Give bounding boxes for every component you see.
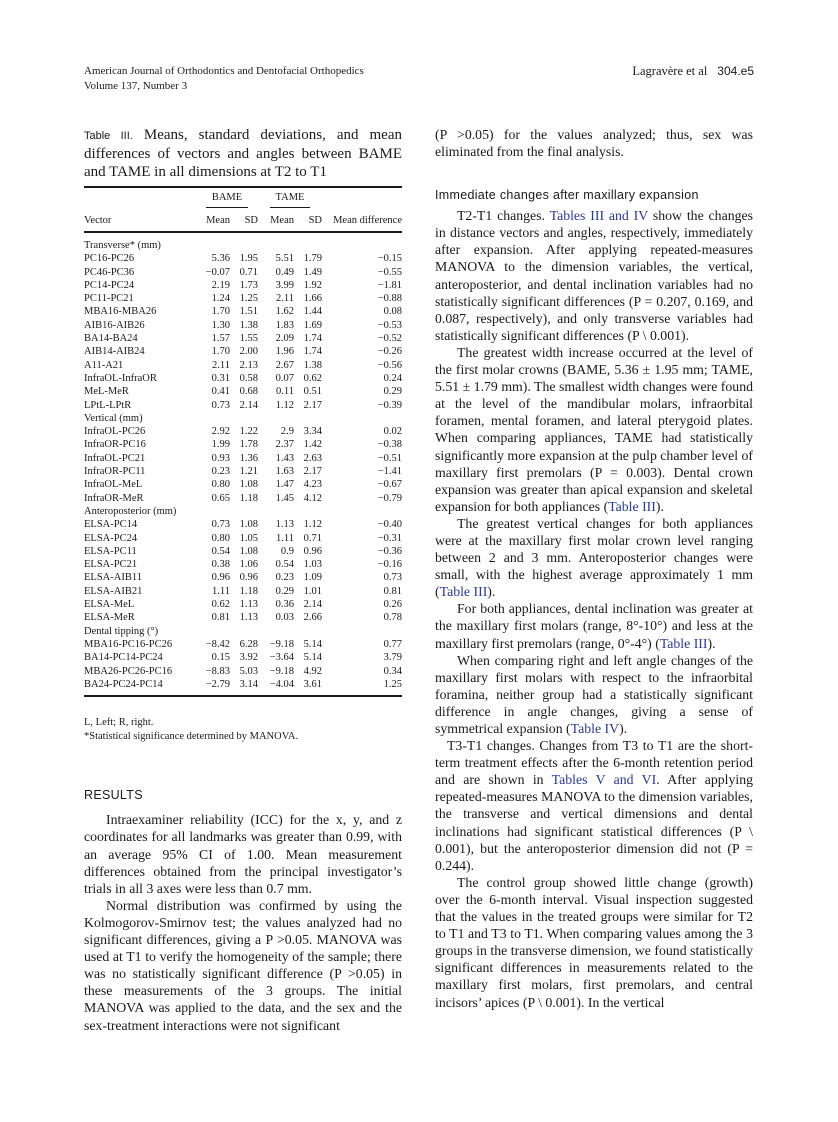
mean-difference: −0.52 — [377, 333, 402, 345]
table-row — [84, 359, 402, 372]
vector-name: PC16-PC26 — [84, 253, 135, 265]
table-row — [84, 292, 402, 305]
bame-sd: 5.03 — [239, 665, 258, 677]
mean-difference: 0.24 — [383, 372, 402, 384]
table-row — [84, 372, 402, 385]
tame-sd: 1.69 — [303, 319, 322, 331]
paragraph-dental-inclination: For both appliances, dental inclination was greater at the maxillary first molars (range, 8°-10°) and less at the maxillary first premolars (range, 0°-4°) (Table III). — [435, 601, 753, 651]
bame-mean: 0.96 — [211, 572, 230, 584]
table-notes — [84, 716, 402, 744]
mean-difference: 0.73 — [383, 572, 402, 584]
vector-name: ELSA-PC24 — [84, 532, 138, 544]
section-title: Dental tipping (°) — [84, 625, 159, 637]
table-row — [84, 492, 402, 505]
mean-difference: −0.40 — [377, 519, 402, 531]
paragraph-t3-t1: T3-T1 changes. Changes from T3 to T1 are the short-term treatment effects after the 6-month retention period and are shown in Tables V and VI. After applying repeated-measures MANOVA to the dimension variables, the transverse and vertical dimensions and dental inclinations had significant statistical differences (P \ 0.001), but the anteroposterior dimension did not (P = 0.244). — [435, 738, 754, 873]
bame-mean: 1.70 — [211, 306, 230, 318]
mean-difference: 0.81 — [383, 585, 402, 597]
table-note-abbrev: L, Left; R, right. — [84, 717, 154, 729]
bame-mean: 0.93 — [211, 452, 230, 464]
table-row — [84, 305, 402, 318]
bame-sd: 1.13 — [239, 599, 258, 611]
bame-mean: 1.30 — [211, 319, 230, 331]
tame-sd: 0.62 — [303, 372, 322, 384]
bame-sd: 1.05 — [239, 532, 258, 544]
vector-name: InfraOL-InfraOR — [84, 372, 157, 384]
tame-mean: 3.99 — [275, 279, 294, 291]
bame-mean: 2.19 — [211, 279, 230, 291]
tame-mean: 0.07 — [275, 372, 294, 384]
vector-name: MBA16-MBA26 — [84, 306, 157, 318]
bame-sd: 0.68 — [239, 386, 258, 398]
tame-sd: 0.51 — [303, 386, 322, 398]
vector-name: InfraOL-MeL — [84, 479, 143, 491]
bame-mean: 1.11 — [212, 585, 230, 597]
results-heading: RESULTS — [84, 788, 143, 803]
bame-mean: 0.80 — [211, 479, 230, 491]
tame-mean: 2.09 — [275, 333, 294, 345]
tame-sd: 1.03 — [303, 559, 322, 571]
vector-name: MBA26-PC26-PC16 — [84, 665, 173, 677]
runin-t3-t1: T3-T1 changes. — [447, 738, 535, 754]
bame-sd: 6.28 — [239, 638, 258, 650]
table-row — [84, 478, 402, 491]
tame-sd: 1.12 — [303, 519, 322, 531]
bame-sd: 1.51 — [239, 306, 258, 318]
bame-sd: 3.14 — [239, 678, 258, 690]
running-header-journal — [84, 64, 364, 94]
tame-mean: −4.04 — [269, 678, 294, 690]
table-row — [84, 558, 402, 571]
vector-name: AIB14-AIB24 — [84, 346, 145, 358]
tame-mean: −3.64 — [269, 652, 294, 664]
mean-difference: 0.34 — [383, 665, 402, 677]
table-row — [84, 438, 402, 451]
link-tables-v-vi[interactable]: Tables V and VI — [551, 772, 657, 788]
tame-mean: 1.47 — [275, 479, 294, 491]
table-row — [84, 678, 402, 696]
table-row — [84, 651, 402, 664]
vector-name: InfraOR-MeR — [84, 492, 144, 504]
table-row — [84, 465, 402, 478]
tame-sd: 1.09 — [303, 572, 322, 584]
tame-sd: 0.71 — [303, 532, 322, 544]
vector-name: ELSA-PC11 — [84, 545, 137, 557]
tame-sd: 1.66 — [303, 293, 322, 305]
table-row — [84, 345, 402, 358]
tame-mean: 0.29 — [275, 585, 294, 597]
right-column — [435, 126, 753, 1011]
bame-sd: 2.00 — [239, 346, 258, 358]
tame-mean: 0.36 — [275, 599, 294, 611]
bame-sd: 1.18 — [239, 492, 258, 504]
col-header-tame-sd: SD — [294, 209, 322, 232]
vector-name: InfraOL-PC21 — [84, 452, 146, 464]
mean-difference: 3.79 — [383, 652, 402, 664]
vector-name: ELSA-PC21 — [84, 559, 138, 571]
bame-sd: 1.21 — [239, 466, 258, 478]
paragraph-t2-t1: T2-T1 changes. Tables III and IV show the changes in distance vectors and angles, respectively, immediately after expansion. After applying repeated-measures MANOVA to the dimension variables, the vertical, anteroposterior, and dental inclination variables had no statistically significant differences (P = 0.207, 0.169, and 0.087, respectively), and only transverse variables had statistically significant differences (P \ 0.001). — [435, 208, 753, 343]
section-title: Anteroposterior (mm) — [84, 505, 177, 517]
bame-mean: 0.23 — [211, 466, 230, 478]
mean-difference: −0.38 — [377, 439, 402, 451]
bame-sd: 1.13 — [239, 612, 258, 624]
tame-sd: 1.49 — [303, 266, 322, 278]
tame-mean: 1.13 — [275, 519, 294, 531]
table-row — [84, 425, 402, 438]
paragraph-vertical-changes: The greatest vertical changes for both appliances were at the maxillary first molar crown level ranging between 2 and 3 mm. Anteroposterior changes were small, with the highest average approximately 1 mm (Table III). — [435, 515, 753, 600]
table-body — [84, 232, 402, 696]
table-section-header — [84, 625, 402, 638]
mean-difference: 0.08 — [383, 306, 402, 318]
tame-mean: 2.37 — [275, 439, 294, 451]
bame-sd: 2.14 — [239, 399, 258, 411]
mean-difference: −0.16 — [377, 559, 402, 571]
paragraph-control-group: The control group showed little change (growth) over the 6-month interval. Visual inspection suggested that the values in the treated groups were similar for T2 to T1 and T3 to T1. When comparing values among the 3 groups in the transverse dimension, we found statistically significant differences in measurements related to the maxillary first molars, first premolars, and central incisors’ apices (P \ 0.001). In the vertical — [435, 874, 753, 1010]
data-table — [84, 186, 402, 710]
results-paragraph-2: Normal distribution was confirmed by using the Kolmogorov-Smirnov test; the values analyzed had no significant differences, giving a P >0.05. MANOVA was used at T1 to verify the homogeneity of the sample; there was no statistically significant difference (P >0.05) in these measurements of the 3 groups. The initial MANOVA was applied to the data, and the sex and the sex-treatment interactions were not significant — [84, 897, 402, 1033]
mean-difference: −0.51 — [377, 452, 402, 464]
vector-name: BA24-PC24-PC14 — [84, 678, 163, 690]
tame-sd: 4.92 — [303, 665, 322, 677]
tame-mean: 1.63 — [275, 466, 294, 478]
col-header-mean-difference: Mean difference — [322, 209, 402, 232]
mean-difference: 0.77 — [383, 638, 402, 650]
bame-sd: 1.38 — [239, 319, 258, 331]
tame-sd: 1.74 — [303, 346, 322, 358]
table-row — [84, 279, 402, 292]
vector-name: InfraOL-PC26 — [84, 426, 146, 438]
bame-sd: 1.18 — [239, 585, 258, 597]
vector-name: PC11-PC21 — [84, 293, 134, 305]
tame-mean: 0.54 — [275, 559, 294, 571]
table-row — [84, 266, 402, 279]
bame-sd: 2.13 — [239, 359, 258, 371]
journal-title: American Journal of Orthodontics and Dentofacial Orthopedics — [84, 65, 364, 77]
mean-difference: −1.81 — [377, 279, 402, 291]
bame-sd: 1.08 — [239, 479, 258, 491]
table-row — [84, 399, 402, 412]
tame-mean: 1.12 — [275, 399, 294, 411]
tame-sd: 5.14 — [303, 652, 322, 664]
bame-mean: 0.31 — [211, 372, 230, 384]
bame-sd: 1.78 — [239, 439, 258, 451]
bame-mean: 0.80 — [211, 532, 230, 544]
bame-mean: 2.11 — [212, 359, 230, 371]
tame-sd: 3.61 — [303, 678, 322, 690]
vector-name: PC46-PC36 — [84, 266, 135, 278]
bame-mean: 1.24 — [211, 293, 230, 305]
mean-difference: 0.26 — [383, 599, 402, 611]
vector-name: ELSA-MeL — [84, 599, 135, 611]
link-tables-iii-iv[interactable]: Tables III and IV — [549, 208, 648, 224]
vector-name: MBA16-PC16-PC26 — [84, 638, 173, 650]
table-row — [84, 332, 402, 345]
tame-mean: −9.18 — [269, 638, 294, 650]
left-column — [84, 126, 402, 1034]
tame-sd: 1.44 — [303, 306, 322, 318]
table-section-header — [84, 505, 402, 518]
mean-difference: −0.88 — [377, 293, 402, 305]
bame-mean: 0.62 — [211, 599, 230, 611]
tame-sd: 2.17 — [303, 399, 322, 411]
table-row — [84, 611, 402, 624]
table-row — [84, 452, 402, 465]
tame-sd: 1.79 — [303, 253, 322, 265]
mean-difference: 0.78 — [383, 612, 402, 624]
mean-difference: −0.55 — [377, 266, 402, 278]
link-table-iv[interactable]: Table IV — [570, 721, 620, 736]
bame-sd: 0.58 — [239, 372, 258, 384]
bame-sd: 1.73 — [239, 279, 258, 291]
tame-mean: 1.83 — [275, 319, 294, 331]
table-row — [84, 571, 402, 584]
vector-name: BA14-PC14-PC24 — [84, 652, 163, 664]
tame-sd: 1.92 — [303, 279, 322, 291]
tame-mean: 1.62 — [275, 306, 294, 318]
table-row — [84, 585, 402, 598]
vector-name: BA14-BA24 — [84, 333, 138, 345]
table-caption-text: Means, standard deviations, and mean differences of vectors and angles between BAME and TAME in all dimensions at T2 to T1 — [84, 127, 403, 180]
tame-sd: 2.66 — [303, 612, 322, 624]
table-row — [84, 319, 402, 332]
col-header-bame-mean: Mean — [196, 209, 230, 232]
bame-sd: 1.55 — [239, 333, 258, 345]
paragraph-angle-changes: When comparing right and left angle changes of the maxillary first molars with respect to the infraorbital foramina, neither group had a statistically significant difference in angle changes, giving a sense of symmetrical expansion (Table IV). — [435, 652, 753, 736]
bame-mean: 1.57 — [211, 333, 230, 345]
bame-sd: 1.25 — [239, 293, 258, 305]
runin-t2-t1: T2-T1 changes. — [457, 208, 545, 224]
tame-sd: 4.12 — [303, 492, 322, 504]
subheading-immediate-changes: Immediate changes after maxillary expansion — [435, 188, 699, 203]
table-row — [84, 598, 402, 611]
bame-mean: −8.83 — [205, 665, 230, 677]
bame-mean: −8.42 — [205, 638, 230, 650]
page-number: 304.e5 — [717, 64, 754, 78]
table-row — [84, 252, 402, 265]
mean-difference: −0.53 — [377, 319, 402, 331]
bame-mean: 2.92 — [211, 426, 230, 438]
mean-difference: −1.41 — [377, 466, 402, 478]
group-header-tame: TAME — [258, 187, 322, 209]
tame-mean: 0.49 — [275, 266, 294, 278]
link-table-iii[interactable]: Table III — [608, 498, 656, 514]
bame-mean: 0.73 — [211, 519, 230, 531]
tame-sd: 1.01 — [303, 585, 322, 597]
tame-mean: 0.9 — [280, 545, 294, 557]
table-row — [84, 385, 402, 398]
paragraph-width-increase: The greatest width increase occurred at the level of the first molar crowns (BAME, 5.36 ± 1.95 mm; TAME, 5.51 ± 1.79 mm). The smallest width changes were found at the level of the mandibular molars, infraorbital foramen, mental foramen, and lateral pterygoid plates. When comparing appliances, TAME had statistically significantly more expansion at the pulp chamber level of maxillary first premolars (P = 0.003). Dental crown expansion was greater than apical expansion and skeletal expansion for both appliances (Table III). — [435, 344, 753, 514]
col-header-vector: Vector — [84, 209, 196, 232]
mean-difference: −0.67 — [377, 479, 402, 491]
table-row — [84, 638, 402, 651]
table-row — [84, 545, 402, 558]
bame-mean: 0.65 — [211, 492, 230, 504]
tame-mean: 5.51 — [275, 253, 294, 265]
vector-name: ELSA-AIB21 — [84, 585, 143, 597]
vector-name: A11-A21 — [84, 359, 124, 371]
tame-sd: 1.42 — [303, 439, 322, 451]
col-header-bame-sd: SD — [230, 209, 258, 232]
mean-difference: −0.15 — [377, 253, 402, 265]
right-paragraph-continued: (P >0.05) for the values analyzed; thus, sex was eliminated from the final analysis. — [435, 127, 753, 160]
running-header-page — [632, 64, 754, 79]
tame-mean: 2.67 — [275, 359, 294, 371]
tame-mean: 1.11 — [276, 532, 294, 544]
tame-sd: 1.74 — [303, 333, 322, 345]
tame-mean: 2.9 — [280, 426, 294, 438]
mean-difference: −0.39 — [377, 399, 402, 411]
bame-mean: 5.36 — [211, 253, 230, 265]
bame-mean: 0.15 — [211, 652, 230, 664]
bame-sd: 1.08 — [239, 545, 258, 557]
link-table-iii[interactable]: Table III — [439, 584, 488, 600]
vector-name: MeL-MeR — [84, 386, 129, 398]
mean-difference: 1.25 — [383, 678, 402, 690]
tame-sd: 2.17 — [303, 466, 322, 478]
tame-mean: 0.11 — [276, 386, 294, 398]
tame-sd: 3.34 — [303, 426, 322, 438]
mean-difference: −0.26 — [377, 346, 402, 358]
table-row — [84, 532, 402, 545]
journal-volume: Volume 137, Number 3 — [84, 80, 188, 92]
tame-sd: 1.38 — [303, 359, 322, 371]
table-row — [84, 518, 402, 531]
section-title: Vertical (mm) — [84, 412, 143, 424]
tame-mean: 0.03 — [275, 612, 294, 624]
mean-difference: −0.56 — [377, 359, 402, 371]
vector-name: LPtL-LPtR — [84, 399, 132, 411]
mean-difference: 0.29 — [383, 386, 402, 398]
tame-mean: 0.23 — [275, 572, 294, 584]
table-caption — [84, 126, 402, 181]
bame-sd: 1.95 — [239, 253, 258, 265]
table-section-header — [84, 232, 402, 252]
bame-mean: 1.70 — [211, 346, 230, 358]
table-row — [84, 665, 402, 678]
table-note-significance: *Statistical significance determined by MANOVA. — [84, 731, 299, 743]
vector-name: PC14-PC24 — [84, 279, 135, 291]
bame-sd: 0.71 — [239, 266, 258, 278]
table-section-header — [84, 412, 402, 425]
vector-name: InfraOR-PC16 — [84, 439, 146, 451]
tame-mean: −9.18 — [269, 665, 294, 677]
vector-name: ELSA-AIB11 — [84, 572, 142, 584]
tame-sd: 2.63 — [303, 452, 322, 464]
bame-sd: 1.08 — [239, 519, 258, 531]
vector-name: ELSA-MeR — [84, 612, 135, 624]
tame-mean: 2.11 — [276, 293, 294, 305]
mean-difference: −0.79 — [377, 492, 402, 504]
mean-difference: −0.36 — [377, 545, 402, 557]
col-header-tame-mean: Mean — [258, 209, 294, 232]
tame-sd: 0.96 — [303, 545, 322, 557]
bame-mean: 0.81 — [211, 612, 230, 624]
group-header-bame: BAME — [196, 187, 258, 209]
tame-sd: 2.14 — [303, 599, 322, 611]
bame-mean: 1.99 — [211, 439, 230, 451]
link-table-iii[interactable]: Table III — [659, 635, 708, 651]
results-paragraph-1: Intraexaminer reliability (ICC) for the x, y, and z coordinates for all landmarks was greater than 0.99, with an average 95% CI of 1.00. Mean measurement differences obtained from the principal investigator’s trials in all 3 axes were less than 0.7 mm. — [84, 812, 402, 896]
bame-sd: 0.96 — [239, 572, 258, 584]
bame-mean: −2.79 — [205, 678, 230, 690]
tame-mean: 1.43 — [275, 452, 294, 464]
bame-mean: 0.73 — [211, 399, 230, 411]
authors: Lagravère et al — [632, 64, 708, 78]
tame-sd: 4.23 — [303, 479, 322, 491]
vector-name: ELSA-PC14 — [84, 519, 138, 531]
tame-mean: 1.45 — [275, 492, 294, 504]
table-label: Table III. — [84, 130, 133, 142]
tame-sd: 5.14 — [303, 638, 322, 650]
bame-mean: 0.41 — [211, 386, 230, 398]
bame-mean: −0.07 — [205, 266, 230, 278]
bame-sd: 1.22 — [239, 426, 258, 438]
bame-sd: 3.92 — [239, 652, 258, 664]
bame-sd: 1.36 — [239, 452, 258, 464]
mean-difference: 0.02 — [383, 426, 402, 438]
vector-name: InfraOR-PC11 — [84, 466, 146, 478]
tame-mean: 1.96 — [275, 346, 294, 358]
bame-mean: 0.54 — [211, 545, 230, 557]
vector-name: AIB16-AIB26 — [84, 319, 145, 331]
mean-difference: −0.31 — [377, 532, 402, 544]
bame-mean: 0.38 — [211, 559, 230, 571]
section-title: Transverse* (mm) — [84, 240, 161, 251]
bame-sd: 1.06 — [239, 559, 258, 571]
